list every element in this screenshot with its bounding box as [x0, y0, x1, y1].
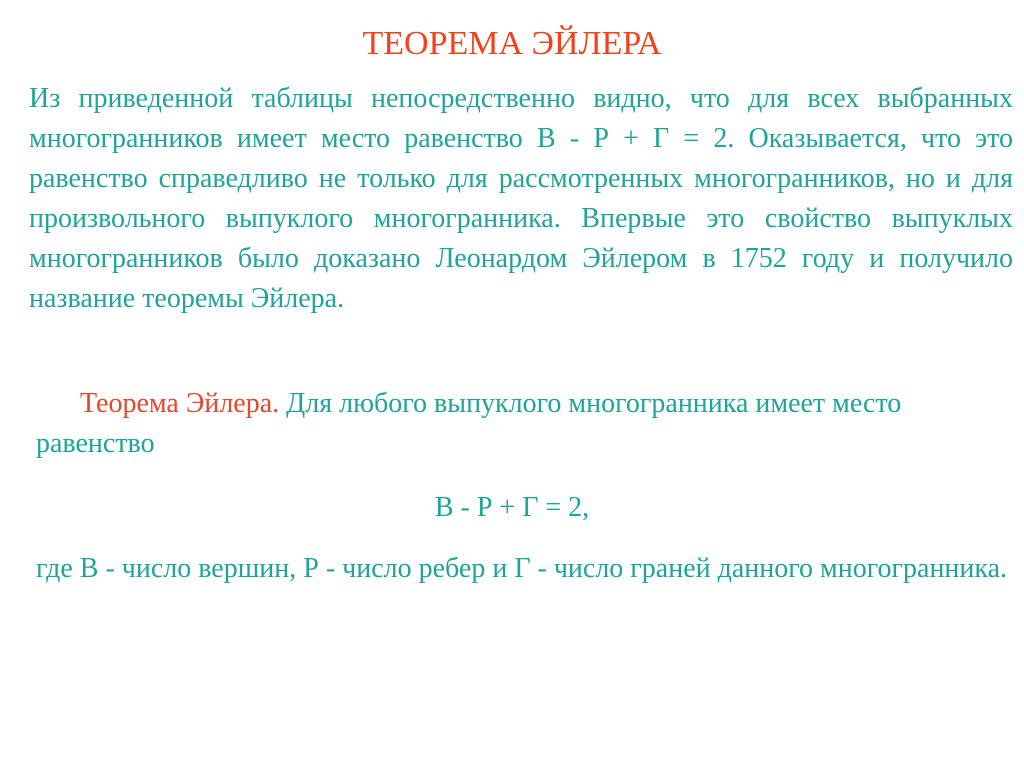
theorem-text: Для любого выпуклого многогранника имеет место равенство [36, 388, 902, 459]
intro-paragraph: Из приведенной таблицы непосредственно видно, что для всех выбранных многогранников имеет место равенство В - Р + Г = 2. Оказывается, что это равенство справедливо не только для рассмотренных многогранников, но и для произвольного выпуклого многогранника. Впервые это свойство выпуклых многогранников было доказано Леонардом Эйлером в 1752 году и получило название теоремы Эйлера. [29, 83, 1013, 314]
theorem-statement [36, 384, 998, 464]
euler-formula: В - Р + Г = 2, [434, 492, 590, 523]
theorem-label: Теорема Эйлера. [80, 388, 280, 419]
formula-explanation: где В - число вершин, Р - число ребер и Г - число граней данного многогранника. [36, 553, 1008, 584]
slide-title: ТЕОРЕМА ЭЙЛЕРА [362, 25, 662, 62]
